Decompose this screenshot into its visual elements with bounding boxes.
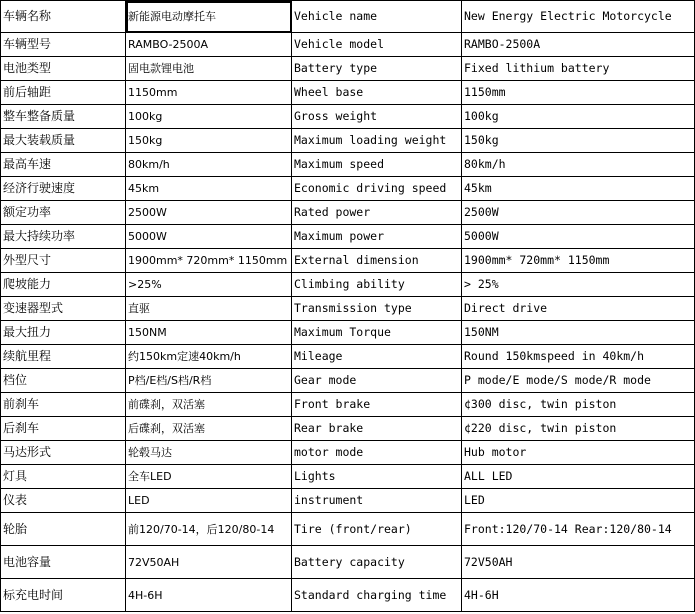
table-row: [1, 489, 695, 513]
cell-label-en: Tire (front/rear): [292, 513, 462, 546]
table-row: [1, 105, 695, 129]
cell-value-cn: 1150mm: [126, 81, 292, 105]
cell-label-cn: 车辆名称: [1, 1, 126, 33]
cell-value-cn: LED: [126, 489, 292, 513]
cell-label-en: instrument: [292, 489, 462, 513]
cell-label-cn: 电池容量: [1, 546, 126, 579]
cell-label-cn: 前刹车: [1, 393, 126, 417]
cell-label-en: Mileage: [292, 345, 462, 369]
cell-value-en: 5000W: [462, 225, 695, 249]
cell-label-en: Rear brake: [292, 417, 462, 441]
table-row: [1, 546, 695, 579]
cell-label-en: Front brake: [292, 393, 462, 417]
cell-value-en: 150NM: [462, 321, 695, 345]
cell-value-en: 100kg: [462, 105, 695, 129]
table-row: [1, 57, 695, 81]
cell-value-en: Direct drive: [462, 297, 695, 321]
table-row: [1, 273, 695, 297]
cell-label-cn: 最大持续功率: [1, 225, 126, 249]
table-row: [1, 249, 695, 273]
cell-label-cn: 爬坡能力: [1, 273, 126, 297]
cell-label-en: Climbing ability: [292, 273, 462, 297]
cell-label-en: Vehicle model: [292, 33, 462, 57]
table-row: [1, 345, 695, 369]
cell-value-en: Front:120/70-14 Rear:120/80-14: [462, 513, 695, 546]
cell-value-en: ¢220 disc, twin piston: [462, 417, 695, 441]
cell-label-cn: 最大装载质量: [1, 129, 126, 153]
cell-label-en: Maximum Torque: [292, 321, 462, 345]
cell-label-en: Standard charging time: [292, 579, 462, 612]
table-row: [1, 513, 695, 546]
table-row: [1, 201, 695, 225]
cell-label-cn: 灯具: [1, 465, 126, 489]
table-row: [1, 81, 695, 105]
cell-label-en: Maximum power: [292, 225, 462, 249]
cell-label-cn: 后刹车: [1, 417, 126, 441]
cell-label-cn: 最高车速: [1, 153, 126, 177]
cell-label-en: Maximum speed: [292, 153, 462, 177]
cell-label-cn: 变速器型式: [1, 297, 126, 321]
cell-label-cn: 续航里程: [1, 345, 126, 369]
cell-value-en: New Energy Electric Motorcycle: [462, 1, 695, 33]
table-row: [1, 321, 695, 345]
cell-value-cn: P档/E档/S档/R档: [126, 369, 292, 393]
cell-label-cn: 标充电时间: [1, 579, 126, 612]
cell-label-cn: 车辆型号: [1, 33, 126, 57]
cell-value-en: 2500W: [462, 201, 695, 225]
table-row: [1, 33, 695, 57]
cell-value-en: 1150mm: [462, 81, 695, 105]
cell-label-cn: 额定功率: [1, 201, 126, 225]
cell-value-en: 4H-6H: [462, 579, 695, 612]
cell-value-en: ALL LED: [462, 465, 695, 489]
table-row: [1, 153, 695, 177]
cell-label-cn: 前后轴距: [1, 81, 126, 105]
cell-value-cn: 150NM: [126, 321, 292, 345]
cell-label-en: Battery type: [292, 57, 462, 81]
cell-label-en: Wheel base: [292, 81, 462, 105]
table-row: [1, 417, 695, 441]
cell-label-en: Vehicle name: [292, 1, 462, 33]
cell-value-cn: 45km: [126, 177, 292, 201]
cell-value-en: P mode/E mode/S mode/R mode: [462, 369, 695, 393]
cell-label-cn: 档位: [1, 369, 126, 393]
cell-label-en: Transmission type: [292, 297, 462, 321]
cell-value-cn: 1900mm* 720mm* 1150mm: [126, 249, 292, 273]
cell-label-en: Maximum loading weight: [292, 129, 462, 153]
cell-value-en: 80km/h: [462, 153, 695, 177]
table-row: [1, 177, 695, 201]
cell-value-cn: 固电款锂电池: [126, 57, 292, 81]
cell-value-cn: 后碟刹，双活塞: [126, 417, 292, 441]
table-row: [1, 441, 695, 465]
cell-value-en: RAMBO-2500A: [462, 33, 695, 57]
cell-value-cn: >25%: [126, 273, 292, 297]
cell-label-en: motor mode: [292, 441, 462, 465]
table-row: [1, 297, 695, 321]
spec-table-body: [1, 1, 695, 612]
cell-value-cn: 约150km定速40km/h: [126, 345, 292, 369]
cell-value-cn: 轮毂马达: [126, 441, 292, 465]
cell-value-cn: 全车LED: [126, 465, 292, 489]
cell-label-cn: 最大扭力: [1, 321, 126, 345]
cell-value-en: 72V50AH: [462, 546, 695, 579]
cell-value-cn: 2500W: [126, 201, 292, 225]
cell-value-en: 150kg: [462, 129, 695, 153]
cell-label-cn: 电池类型: [1, 57, 126, 81]
cell-value-en: Fixed lithium battery: [462, 57, 695, 81]
cell-label-cn: 整车整备质量: [1, 105, 126, 129]
cell-value-en: Hub motor: [462, 441, 695, 465]
cell-label-en: Lights: [292, 465, 462, 489]
cell-value-cn: 直驱: [126, 297, 292, 321]
cell-value-cn: 前120/70-14，后120/80-14: [126, 513, 292, 546]
cell-label-en: Battery capacity: [292, 546, 462, 579]
cell-label-cn: 外型尺寸: [1, 249, 126, 273]
cell-value-en: ¢300 disc, twin piston: [462, 393, 695, 417]
cell-value-en: 45km: [462, 177, 695, 201]
cell-value-en: 1900mm* 720mm* 1150mm: [462, 249, 695, 273]
table-row: [1, 225, 695, 249]
table-row: [1, 465, 695, 489]
cell-label-en: Gear mode: [292, 369, 462, 393]
table-row: [1, 579, 695, 612]
cell-value-cn: 80km/h: [126, 153, 292, 177]
cell-value-cn: 100kg: [126, 105, 292, 129]
cell-value-cn: 5000W: [126, 225, 292, 249]
cell-label-cn: 仪表: [1, 489, 126, 513]
cell-value-en: Round 150kmspeed in 40km/h: [462, 345, 695, 369]
table-row: [1, 369, 695, 393]
cell-value-cn: 前碟刹，双活塞: [126, 393, 292, 417]
cell-value-cn: 72V50AH: [126, 546, 292, 579]
cell-value-cn[interactable]: 新能源电动摩托车: [126, 1, 292, 33]
cell-label-en: Rated power: [292, 201, 462, 225]
table-row: [1, 129, 695, 153]
cell-value-cn: RAMBO-2500A: [126, 33, 292, 57]
cell-value-cn: 150kg: [126, 129, 292, 153]
cell-label-en: Economic driving speed: [292, 177, 462, 201]
table-row: [1, 393, 695, 417]
cell-value-en: > 25%: [462, 273, 695, 297]
table-row: [1, 1, 695, 33]
cell-label-cn: 轮胎: [1, 513, 126, 546]
cell-label-en: Gross weight: [292, 105, 462, 129]
cell-label-cn: 经济行驶速度: [1, 177, 126, 201]
cell-label-cn: 马达形式: [1, 441, 126, 465]
cell-value-en: LED: [462, 489, 695, 513]
cell-label-en: External dimension: [292, 249, 462, 273]
cell-value-cn: 4H-6H: [126, 579, 292, 612]
